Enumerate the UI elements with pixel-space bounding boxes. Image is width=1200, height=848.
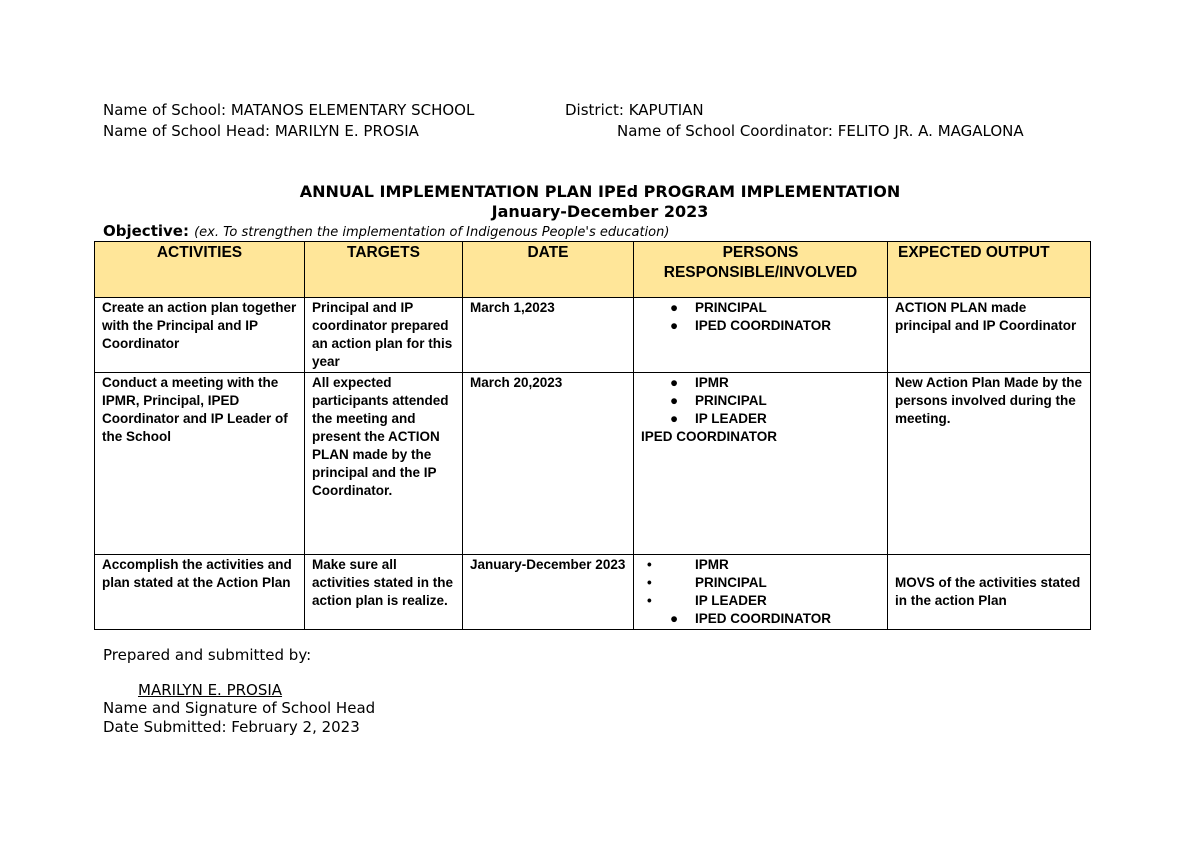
list-item [641,410,880,428]
implementation-table [94,241,1091,630]
list-item [641,592,880,610]
bullet-icon: • [647,557,652,572]
activity-cell: Accomplish the activities and plan stated at the Action Plan [95,555,305,630]
activity-cell: Create an action plan together with the Principal and IP Coordinator [95,298,305,373]
table-row [95,373,1091,555]
table-header-row [95,242,1091,298]
bullet-icon: ● [670,318,679,333]
district: District: KAPUTIAN [565,101,704,119]
list-item [641,374,880,392]
target-cell: Principal and IP coordinator prepared an action plan for this year [305,298,463,373]
output-cell: New Action Plan Made by the persons involved during the meeting. [888,373,1091,555]
col-header-expected-output: EXPECTED OUTPUT [888,242,1091,298]
person-label: IPED COORDINATOR [641,429,778,444]
col-header-activities: ACTIVITIES [95,242,305,298]
bullet-icon: • [647,593,652,608]
person-label: IPED COORDINATOR [695,611,832,626]
signatory-name: MARILYN E. PROSIA [138,681,283,699]
date-cell: March 20,2023 [463,373,634,555]
document-title: ANNUAL IMPLEMENTATION PLAN IPEd PROGRAM IMPLEMENTATION [299,182,901,201]
col-header-targets: TARGETS [305,242,463,298]
bullet-icon: ● [670,300,679,315]
document-period: January-December 2023 [491,202,709,221]
table-row [95,555,1091,630]
list-item [641,610,880,628]
persons-cell [634,373,888,555]
output-cell: ACTION PLAN made principal and IP Coordinator [888,298,1091,373]
activity-cell: Conduct a meeting with the IPMR, Principal, IPED Coordinator and IP Leader of the School [95,373,305,555]
person-label: IPMR [695,375,729,390]
person-label: PRINCIPAL [695,393,767,408]
list-item [641,556,880,574]
prepared-by: Prepared and submitted by: [103,646,312,664]
bullet-icon: ● [670,393,679,408]
table-row [95,298,1091,373]
person-label: PRINCIPAL [695,575,767,590]
person-label: IPED COORDINATOR [695,318,832,333]
objective-label: Objective: [103,222,189,240]
date-cell: January-December 2023 [463,555,634,630]
person-label: IP LEADER [695,411,767,426]
bullet-icon: ● [670,375,679,390]
person-label: PRINCIPAL [695,300,767,315]
list-item [641,392,880,410]
person-label: IP LEADER [695,593,767,608]
objective-example: (ex. To strengthen the implementation of Indigenous People's education) [194,225,670,240]
bullet-icon: ● [670,611,679,626]
target-cell: Make sure all activities stated in the action plan is realize. [305,555,463,630]
date-cell: March 1,2023 [463,298,634,373]
date-submitted: Date Submitted: February 2, 2023 [103,718,360,736]
output-cell: MOVS of the activities stated in the action Plan [888,555,1091,630]
list-item [641,299,880,317]
person-label: IPMR [695,557,729,572]
school-head: Name of School Head: MARILYN E. PROSIA [103,122,419,140]
objective [103,221,669,240]
school-coordinator: Name of School Coordinator: FELITO JR. A. MAGALONA [617,122,1024,140]
bullet-icon: ● [670,411,679,426]
persons-cell [634,555,888,630]
signature-caption: Name and Signature of School Head [103,699,376,717]
list-item [641,574,880,592]
col-header-date: DATE [463,242,634,298]
bullet-icon: • [647,575,652,590]
col-header-persons: PERSONS RESPONSIBLE/INVOLVED [634,242,888,298]
target-cell: All expected participants attended the meeting and present the ACTION PLAN made by the principal and the IP Coordinator. [305,373,463,555]
school-name: Name of School: MATANOS ELEMENTARY SCHOOL [103,101,475,119]
list-item [641,317,880,335]
persons-cell [634,298,888,373]
